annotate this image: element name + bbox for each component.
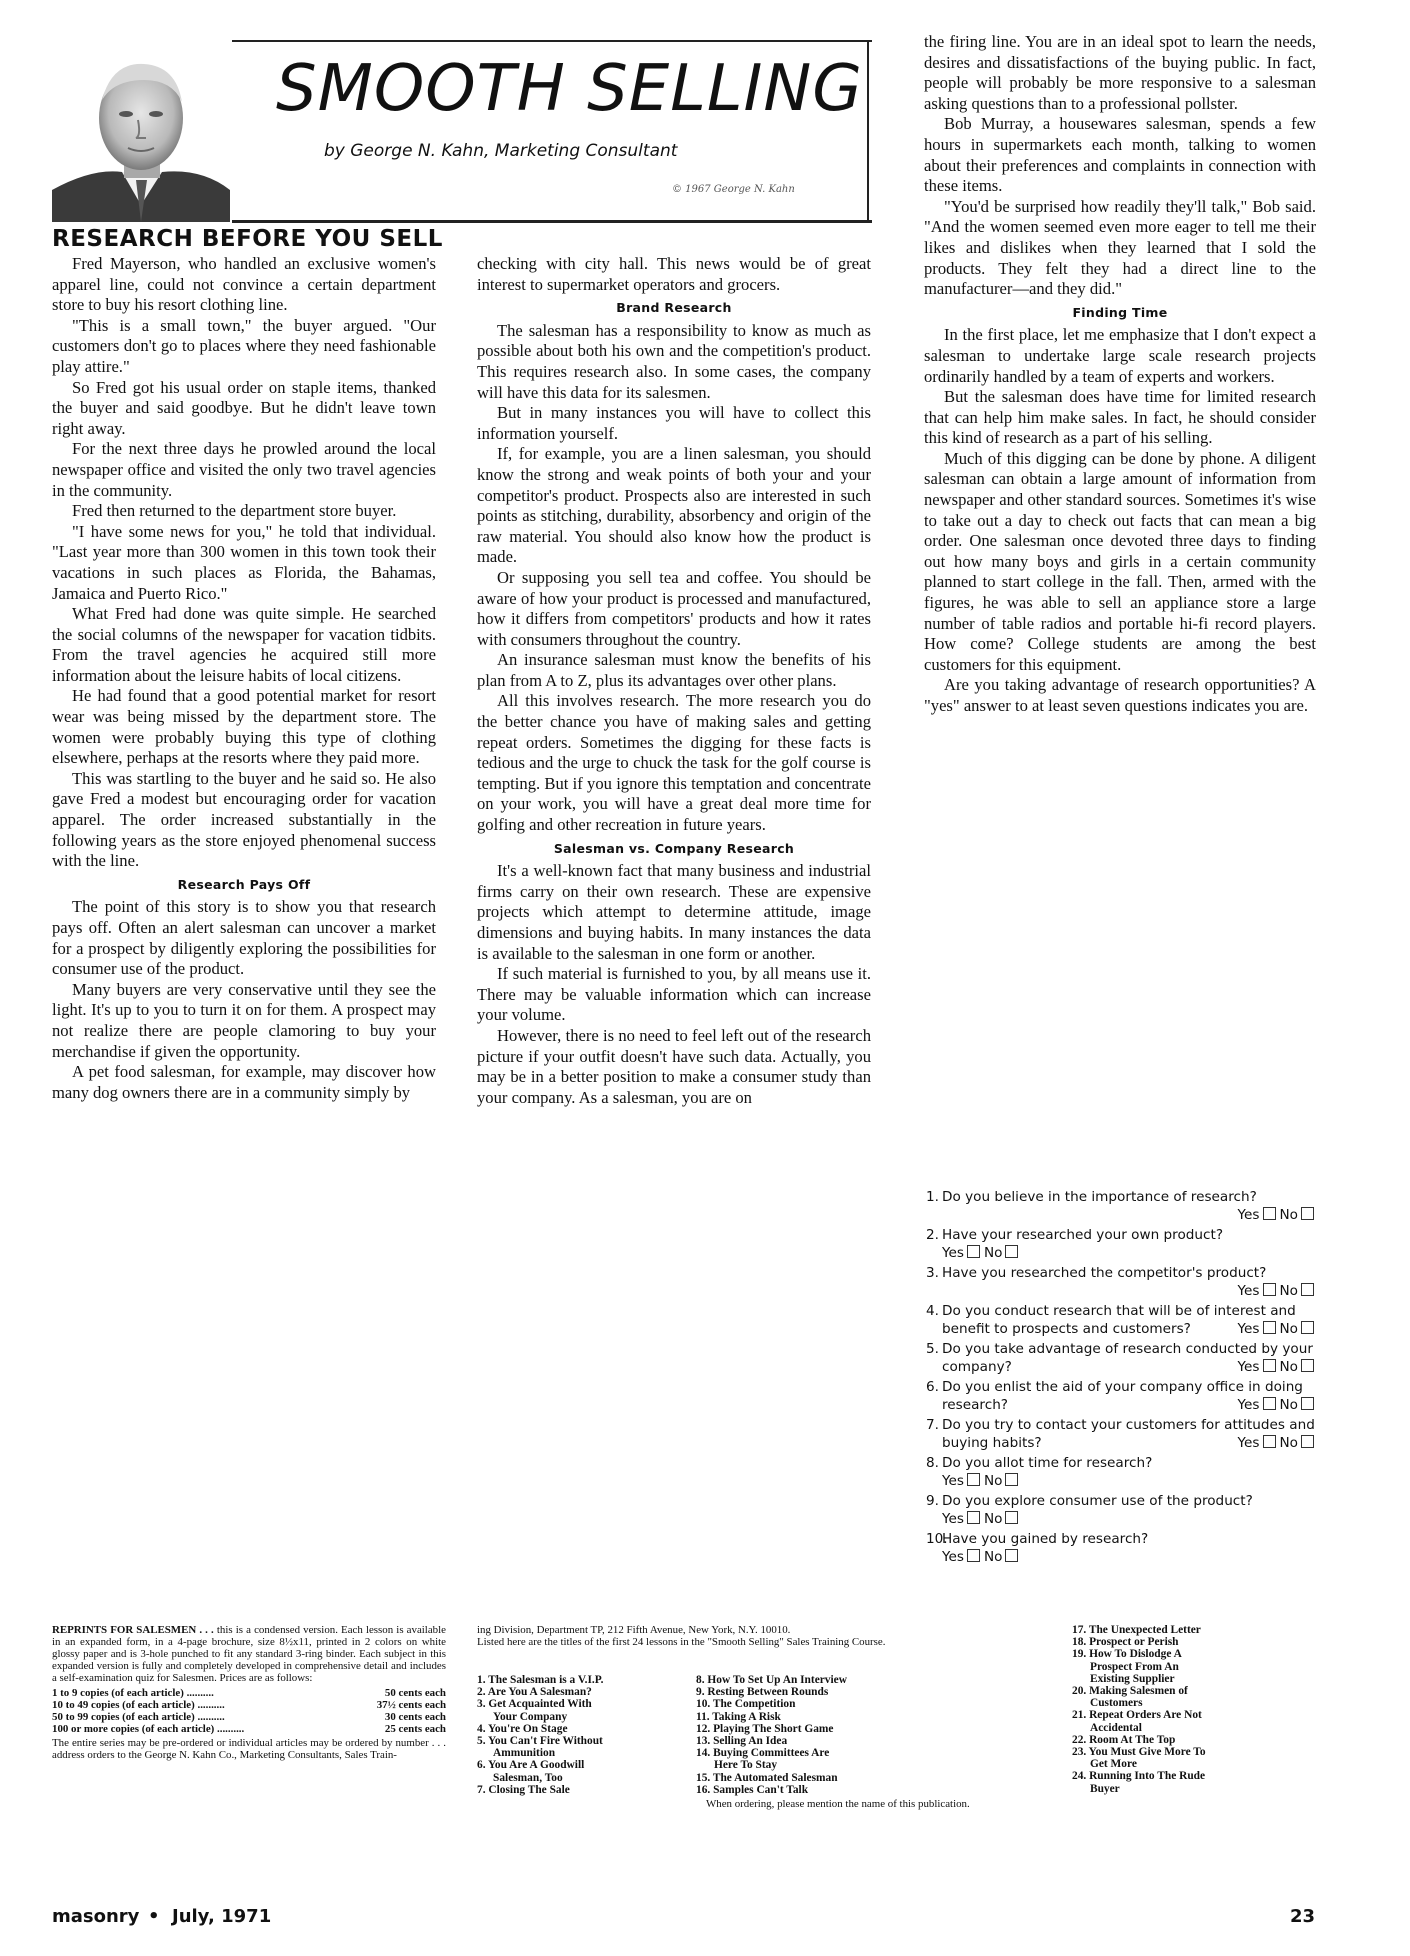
copyright-notice: © 1967 George N. Kahn	[672, 184, 795, 195]
lesson-list-2	[696, 1674, 847, 1796]
research-quiz	[926, 1188, 1318, 1568]
no-checkbox[interactable]	[1301, 1207, 1314, 1220]
quiz-question	[926, 1226, 1318, 1262]
price-row	[52, 1699, 446, 1711]
quiz-question	[926, 1454, 1318, 1490]
paragraph: But the salesman does have time for limited research that can help him make sales. In fact, he should consider this kind of research as a part of his selling.	[924, 387, 1316, 448]
paragraph: the firing line. You are in an ideal spot to learn the needs, desires and dissatisfactions of the buying public. In fact, people will probably be more responsive to a salesman asking questions than to a professional pollster.	[924, 32, 1316, 113]
yes-no-options	[1238, 1206, 1318, 1224]
lesson-title: 21. Repeat Orders Are Not	[1072, 1709, 1202, 1722]
footer-bullet: •	[148, 1906, 160, 1927]
lesson-title: Prospect From An	[1090, 1660, 1179, 1673]
yes-label: Yes	[1237, 1397, 1260, 1413]
lesson-title: 4. You're On Stage	[477, 1722, 568, 1735]
question-number: 4.	[926, 1303, 939, 1319]
paragraph: Much of this digging can be done by phone. A diligent salesman can obtain a large amount of information from newspaper and other standard sources. Sometimes it's wise to take out a day to check out facts that can mean a big order. One salesman once devoted three days to finding out how many boys and girls in a certain community planned to start college in the fall. Then, armed with the figures, he was able to sell an appliance store a large number of table radios and portable hi-fi record players. How come? College students are among the best customers for this equipment.	[924, 448, 1316, 674]
paragraph: For the next three days he prowled around the local newspaper office and visited the only two travel agencies in the community.	[52, 439, 436, 500]
question-number: 1.	[926, 1189, 939, 1205]
no-checkbox[interactable]	[1005, 1549, 1018, 1562]
reprints-lead: REPRINTS FOR SALESMEN . . .	[52, 1624, 214, 1636]
yes-no-options	[1238, 1320, 1318, 1338]
question-text: Do you believe in the importance of research?	[942, 1189, 1257, 1205]
price-row	[52, 1687, 446, 1699]
author-portrait-image	[52, 40, 230, 222]
ordering-note: When ordering, please mention the name of this publication.	[706, 1798, 970, 1810]
author-photo	[52, 40, 230, 222]
lesson-title: 24. Running Into The Rude	[1072, 1770, 1206, 1783]
price-quantity: 10 to 49 copies (of each article) ..........	[52, 1699, 225, 1711]
paragraph: "You'd be surprised how readily they'll talk," Bob said. "And the women seemed even more eager to tell me their likes and dislikes when they learned that I sold the products. They felt they had a direct line to the manufacturer—and they did."	[924, 196, 1316, 299]
paragraph: checking with city hall. This news would be of great interest to supermarket operators and grocers.	[477, 254, 871, 294]
lesson-title: Accidental	[1090, 1721, 1142, 1734]
lesson-title: 15. The Automated Salesman	[696, 1771, 838, 1784]
no-label: No	[1279, 1397, 1298, 1413]
price-value: 37½ cents each	[376, 1699, 446, 1711]
paragraph: In the first place, let me emphasize that I don't expect a salesman to undertake large scale research projects ordinarily handled by a team of experts and workers.	[924, 325, 1316, 386]
paragraph: Many buyers are very conservative until they see the light. It's up to you to turn it on for them. A prospect may not realize there are people clamoring to buy your merchandise if given the opportunity.	[52, 979, 436, 1061]
subheading-research-pays-off: Research Pays Off	[177, 876, 311, 892]
yes-label: Yes	[942, 1511, 964, 1527]
yes-no-options	[1238, 1358, 1318, 1376]
price-row	[52, 1723, 446, 1735]
yes-no-options	[1238, 1282, 1318, 1300]
no-checkbox[interactable]	[1005, 1245, 1018, 1258]
yes-no-options	[1238, 1434, 1318, 1452]
yes-label: Yes	[1237, 1359, 1260, 1375]
article-column-3	[924, 32, 1316, 717]
price-value: 30 cents each	[384, 1711, 446, 1723]
reprints-address	[477, 1624, 1037, 1648]
quiz-question	[926, 1302, 1318, 1338]
no-label: No	[1279, 1321, 1298, 1337]
question-text: Have you gained by research?	[942, 1531, 1149, 1547]
lesson-title: 18. Prospect or Perish	[1072, 1636, 1179, 1649]
lesson-title: 2. Are You A Salesman?	[477, 1686, 592, 1699]
lesson-title: Customers	[1090, 1697, 1143, 1710]
yes-label: Yes	[1237, 1321, 1260, 1337]
yes-no-options	[942, 1549, 1022, 1565]
subheading-brand-research: Brand Research	[616, 300, 732, 316]
price-quantity: 50 to 99 copies (of each article) ..........	[52, 1711, 225, 1723]
lesson-title: 9. Resting Between Rounds	[696, 1686, 829, 1699]
paragraph: "This is a small town," the buyer argued. "Our customers don't go to places where they need fashionable play attire."	[52, 315, 436, 376]
lesson-list-1	[477, 1674, 604, 1796]
question-number: 6.	[926, 1379, 939, 1395]
yes-checkbox[interactable]	[967, 1511, 980, 1524]
no-checkbox[interactable]	[1301, 1359, 1314, 1372]
subheading-finding-time: Finding Time	[1072, 304, 1168, 320]
question-text: Do you try to contact your customers for attitudes and buying habits?	[942, 1417, 1315, 1451]
quiz-question	[926, 1530, 1318, 1566]
yes-label: Yes	[1237, 1283, 1260, 1299]
yes-checkbox[interactable]	[967, 1245, 980, 1258]
lesson-list-3	[1072, 1624, 1206, 1795]
yes-no-options	[1238, 1396, 1318, 1414]
yes-checkbox[interactable]	[1263, 1359, 1276, 1372]
lesson-title: 17. The Unexpected Letter	[1072, 1624, 1201, 1636]
paragraph: Fred then returned to the department store buyer.	[72, 501, 397, 521]
no-checkbox[interactable]	[1301, 1283, 1314, 1296]
lesson-title: Here To Stay	[714, 1759, 778, 1772]
lesson-title: Your Company	[493, 1710, 568, 1723]
price-row	[52, 1711, 446, 1723]
paragraph: Fred Mayerson, who handled an exclusive women's apparel line, could not convince a certain department store to buy his resort clothing line.	[52, 254, 436, 315]
yes-no-options	[942, 1473, 1022, 1489]
question-number: 8.	[926, 1455, 939, 1471]
yes-checkbox[interactable]	[1263, 1435, 1276, 1448]
lesson-title: 19. How To Dislodge A	[1072, 1648, 1182, 1661]
lesson-title: Salesman, Too	[493, 1771, 563, 1784]
yes-no-options	[942, 1245, 1022, 1261]
paragraph: But in many instances you will have to collect this information yourself.	[477, 403, 871, 443]
question-text: Do you enlist the aid of your company office in doing research?	[942, 1379, 1303, 1413]
subheading-salesman-vs-company-research: Salesman vs. Company Research	[553, 840, 795, 856]
question-text: Do you explore consumer use of the product?	[942, 1493, 1253, 1509]
no-label: No	[1279, 1359, 1298, 1375]
lesson-title: Existing Supplier	[1090, 1672, 1175, 1685]
no-label: No	[983, 1245, 1003, 1261]
question-number: 7.	[926, 1417, 939, 1433]
lesson-title: 10. The Competition	[696, 1698, 796, 1711]
lesson-title: 13. Selling An Idea	[696, 1735, 788, 1748]
price-value: 25 cents each	[384, 1723, 446, 1735]
question-number: 2.	[926, 1227, 939, 1243]
lesson-title: 14. Buying Committees Are	[696, 1747, 830, 1760]
question-text: Have you researched the competitor's product?	[942, 1265, 1267, 1281]
question-text: Have your researched your own product?	[942, 1227, 1224, 1243]
article-column-2	[477, 254, 871, 1108]
paragraph: He had found that a good potential market for resort wear was being missed by the department store. The women were probably buying this type of clothing elsewhere, perhaps at the resorts where they paid more.	[52, 686, 436, 768]
paragraph: This was startling to the buyer and he said so. He also gave Fred a modest but encouraging order for vacation apparel. The order increased substantially in the following years as the store enjoyed phenomenal success with the line.	[52, 768, 436, 871]
quiz-question	[926, 1188, 1318, 1224]
yes-label: Yes	[942, 1473, 964, 1489]
reprints-ordering: The entire series may be pre-ordered or individual articles may be ordered by number . . . address orders to the George N. Kahn Co., Marketing Consultants, Sales Train-	[52, 1737, 446, 1761]
yes-checkbox[interactable]	[1263, 1321, 1276, 1334]
paragraph: The point of this story is to show you that research pays off. Often an alert salesman can uncover a market for a prospect by diligently exploring the possibilities for consumer use of the product.	[52, 897, 436, 979]
reprints-listing-intro: Listed here are the titles of the first 24 lessons in the "Smooth Selling" Sales Training Course.	[477, 1636, 886, 1648]
lesson-title: 23. You Must Give More To	[1072, 1746, 1206, 1759]
yes-checkbox[interactable]	[1263, 1207, 1276, 1220]
paragraph: Bob Murray, a housewares salesman, spends a few hours in supermarkets each month, talking to women about their preferences and complaints in connection with these items.	[924, 114, 1316, 196]
yes-no-options	[942, 1511, 1022, 1527]
paragraph: "I have some news for you," he told that individual. "Last year more than 300 women in this town took their vacations in such places as Florida, the Bahamas, Jamaica and Puerto Rico."	[52, 521, 436, 603]
question-number: 3.	[926, 1265, 939, 1281]
lesson-title: 11. Taking A Risk	[696, 1710, 781, 1723]
yes-label: Yes	[942, 1245, 964, 1261]
question-number: 10.	[926, 1531, 948, 1547]
quiz-question	[926, 1264, 1318, 1300]
no-checkbox[interactable]	[1005, 1473, 1018, 1486]
paragraph: It's a well-known fact that many business and industrial firms carry on their own research. These are expensive projects which attempt to determine attitude, image dimensions and buying habits. In many instances the data is available to the salesman in one form or another.	[477, 861, 871, 963]
page-number: 23	[1290, 1906, 1316, 1927]
no-label: No	[1279, 1207, 1298, 1223]
price-quantity: 1 to 9 copies (of each article) ..........	[52, 1687, 214, 1699]
paragraph: However, there is no need to feel left out of the research picture if your outfit doesn't have such data. Actually, you may be in a better position to make a consumer study than your company. As a salesman, you are on	[477, 1025, 871, 1107]
no-checkbox[interactable]	[1301, 1435, 1314, 1448]
quiz-question	[926, 1340, 1318, 1376]
no-checkbox[interactable]	[1005, 1511, 1018, 1524]
lesson-title: 3. Get Acquainted With	[477, 1698, 592, 1711]
lesson-title: 5. You Can't Fire Without	[477, 1735, 603, 1748]
question-text: Do you take advantage of research conducted by your company?	[942, 1341, 1313, 1375]
paragraph: If such material is furnished to you, by all means use it. There may be valuable information which can increase your volume.	[477, 964, 871, 1025]
column-title: SMOOTH SELLING	[276, 52, 863, 126]
lesson-title: Get More	[1090, 1758, 1137, 1771]
article-headline: RESEARCH BEFORE YOU SELL	[52, 226, 443, 252]
no-label: No	[983, 1549, 1003, 1565]
price-value: 50 cents each	[384, 1687, 446, 1699]
byline: by George N. Kahn, Marketing Consultant	[324, 141, 678, 161]
paragraph: What Fred had done was quite simple. He searched the social columns of the newspaper for vacation tidbits. From the travel agencies he acquired still more information about the leisure habits of local citizens.	[52, 604, 436, 685]
paragraph: An insurance salesman must know the benefits of his plan from A to Z, plus its advantages over other plans.	[477, 650, 871, 690]
yes-label: Yes	[1237, 1207, 1260, 1223]
yes-checkbox[interactable]	[1263, 1397, 1276, 1410]
yes-checkbox[interactable]	[967, 1549, 980, 1562]
lesson-title: Ammunition	[493, 1747, 556, 1760]
question-text: Do you conduct research that will be of interest and benefit to prospects and customers?	[942, 1303, 1296, 1337]
paragraph: A pet food salesman, for example, may discover how many dog owners there are in a community simply by	[52, 1062, 436, 1102]
yes-checkbox[interactable]	[967, 1473, 980, 1486]
reprints-offer	[52, 1624, 446, 1761]
no-checkbox[interactable]	[1301, 1321, 1314, 1334]
lesson-title: 8. How To Set Up An Interview	[696, 1674, 847, 1686]
paragraph: Or supposing you sell tea and coffee. You should be aware of how your product is processed and manufactured, how it differs from competitors' products and how it rates with consumers throughout the country.	[477, 567, 871, 649]
publication-name: masonry	[52, 1906, 140, 1927]
paragraph: Are you taking advantage of research opportunities? A "yes" answer to at least seven questions indicates you are.	[924, 675, 1316, 715]
article-column-1	[52, 254, 436, 1103]
no-label: No	[983, 1473, 1003, 1489]
issue-date: July, 1971	[172, 1906, 272, 1927]
no-label: No	[1279, 1435, 1298, 1451]
lesson-title: 6. You Are A Goodwill	[477, 1759, 585, 1772]
paragraph: So Fred got his usual order on staple items, thanked the buyer and said goodbye. But he didn't leave town right away.	[52, 377, 436, 438]
quiz-question	[926, 1416, 1318, 1452]
price-quantity: 100 or more copies (of each article) ..........	[52, 1723, 245, 1735]
lesson-title: 1. The Salesman is a V.I.P.	[477, 1674, 604, 1686]
no-label: No	[983, 1511, 1003, 1527]
no-checkbox[interactable]	[1301, 1397, 1314, 1410]
reprints-address-text: ing Division, Department TP, 212 Fifth Avenue, New York, N.Y. 10010.	[477, 1624, 791, 1636]
quiz-question	[926, 1378, 1318, 1414]
paragraph: All this involves research. The more research you do the better chance you have of making sales and getting repeat orders. Sometimes the digging for these facts is tedious and the urge to chuck the task for the golf course is tempting. But if you ignore this temptation and concentrate on your work, you will have a great deal more time for golfing and other recreation in future years.	[477, 691, 871, 835]
question-text: Do you allot time for research?	[942, 1455, 1153, 1471]
question-number: 9.	[926, 1493, 939, 1509]
lesson-title: 22. Room At The Top	[1072, 1733, 1176, 1746]
paragraph: If, for example, you are a linen salesman, you should know the strong and weak points of both your and your competitor's product. Prospects also are interested in such points as stitching, durability, absorbency and origin of the raw material. You should also know how the product is made.	[477, 444, 871, 567]
no-label: No	[1279, 1283, 1298, 1299]
lesson-title: Buyer	[1090, 1782, 1120, 1795]
lesson-title: 16. Samples Can't Talk	[696, 1783, 809, 1796]
quiz-question	[926, 1492, 1318, 1528]
question-number: 5.	[926, 1341, 939, 1357]
reprints-text: this is a condensed version. Each lesson is available in an expanded form, in a 4-page brochure, size 8½x11, printed in 2 colors on white glossy paper and is 3-hole punched to fit any standard 3-ring binder. Each subject in this expanded version is fully and completely developed in comprehensive detail and includes a self-examination quiz for Salesmen. Prices are as follows:	[52, 1624, 446, 1684]
lesson-title: 7. Closing The Sale	[477, 1783, 570, 1796]
lesson-title: 12. Playing The Short Game	[696, 1722, 834, 1735]
paragraph: The salesman has a responsibility to know as much as possible about both his own and the competition's product. This requires research also. In some cases, the company will have this data for its salesmen.	[477, 320, 871, 402]
yes-label: Yes	[942, 1549, 964, 1565]
lesson-title: 20. Making Salesmen of	[1072, 1685, 1188, 1698]
yes-checkbox[interactable]	[1263, 1283, 1276, 1296]
yes-label: Yes	[1237, 1435, 1260, 1451]
